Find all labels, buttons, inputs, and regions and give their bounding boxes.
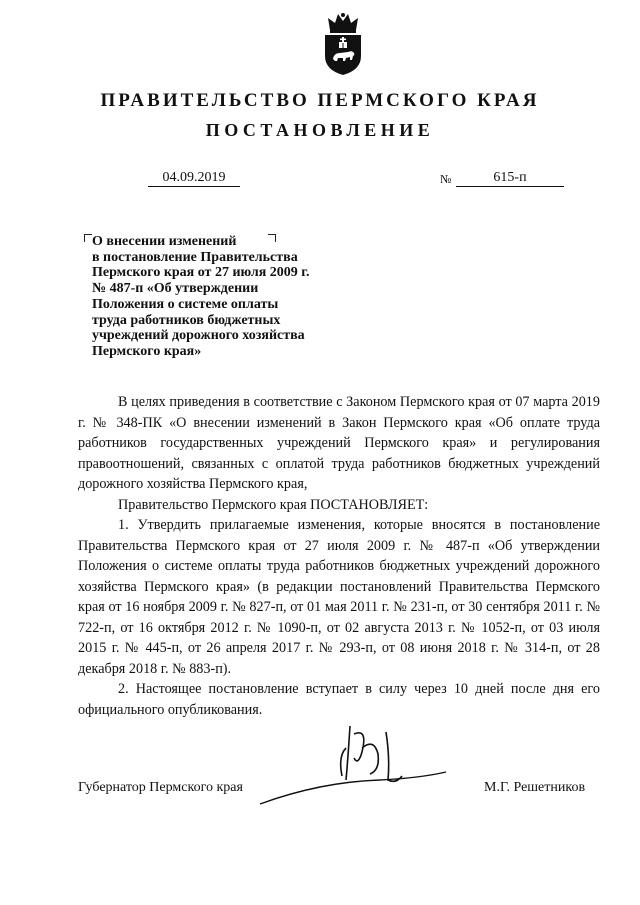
subject-line: Пермского края» (92, 343, 202, 359)
signer-title: Губернатор Пермского края (78, 780, 243, 795)
document-body (78, 392, 600, 720)
document-number: 615-п (456, 170, 564, 187)
subject-line: Положения о системе оплаты (92, 296, 279, 312)
document-subject (92, 234, 352, 360)
subject-line: О внесении изменений (92, 234, 237, 249)
document-date: 04.09.2019 (148, 170, 240, 187)
body-paragraph-preamble: В целях приведения в соответствие с Законом Пермского края от 07 марта 2019 г. № 348-ПК «О внесении изменений в Закон Пермского края «Об оплате труда работников государственных учреждений Пермского края» и регулирования правоотношений, связанных с оплатой труда работников бюджетных учреждений дорожного хозяйства Пермского края, (78, 394, 600, 492)
subject-line: Пермского края от 27 июля 2009 г. (92, 265, 310, 281)
subject-line: учреждений дорожного хозяйства (92, 328, 305, 344)
handwritten-signature-icon (250, 718, 450, 818)
signer-name: М.Г. Решетников (484, 780, 586, 795)
subject-line: № 487-п «Об утверждении (92, 281, 259, 297)
body-paragraph-item-1: 1. Утвердить прилагаемые изменения, которые вносятся в постановление Правительства Пермского края от 27 июля 2009 г. № 487-п «Об утверждении Положения о системе оплаты труда работников бюджетных учреждений дорожного хозяйства Пермского края» (в редакции постановлений Правительства Пермского края от 16 ноября 2009 г. № 827-п, от 01 мая 2011 г. № 231-п, от 30 сентября 2011 г. № 722-п, от 16 октября 2012 г. № 1090-п, от 02 августа 2013 г. № 1052-п, от 03 июля 2015 г. № 445-п, от 26 апреля 2017 г. № 293-п, от 08 июня 2018 г. № 314-п, от 28 декабря 2018 г. № 883-п). (78, 517, 600, 677)
subject-corner-left (84, 234, 92, 242)
body-paragraph-item-2: 2. Настоящее постановление вступает в силу через 10 дней после дня его официального опубликования. (78, 681, 600, 718)
subject-line: труда работников бюджетных (92, 312, 281, 328)
perm-krai-coat-of-arms-icon (322, 12, 364, 76)
number-sign: № (440, 172, 452, 186)
subject-line: в постановление Правительства (92, 249, 298, 265)
body-paragraph-resolves: Правительство Пермского края ПОСТАНОВЛЯЕТ: (118, 496, 429, 513)
government-title: ПРАВИТЕЛЬСТВО ПЕРМСКОГО КРАЯ (100, 90, 540, 111)
document-type: ПОСТАНОВЛЕНИЕ (205, 120, 435, 140)
